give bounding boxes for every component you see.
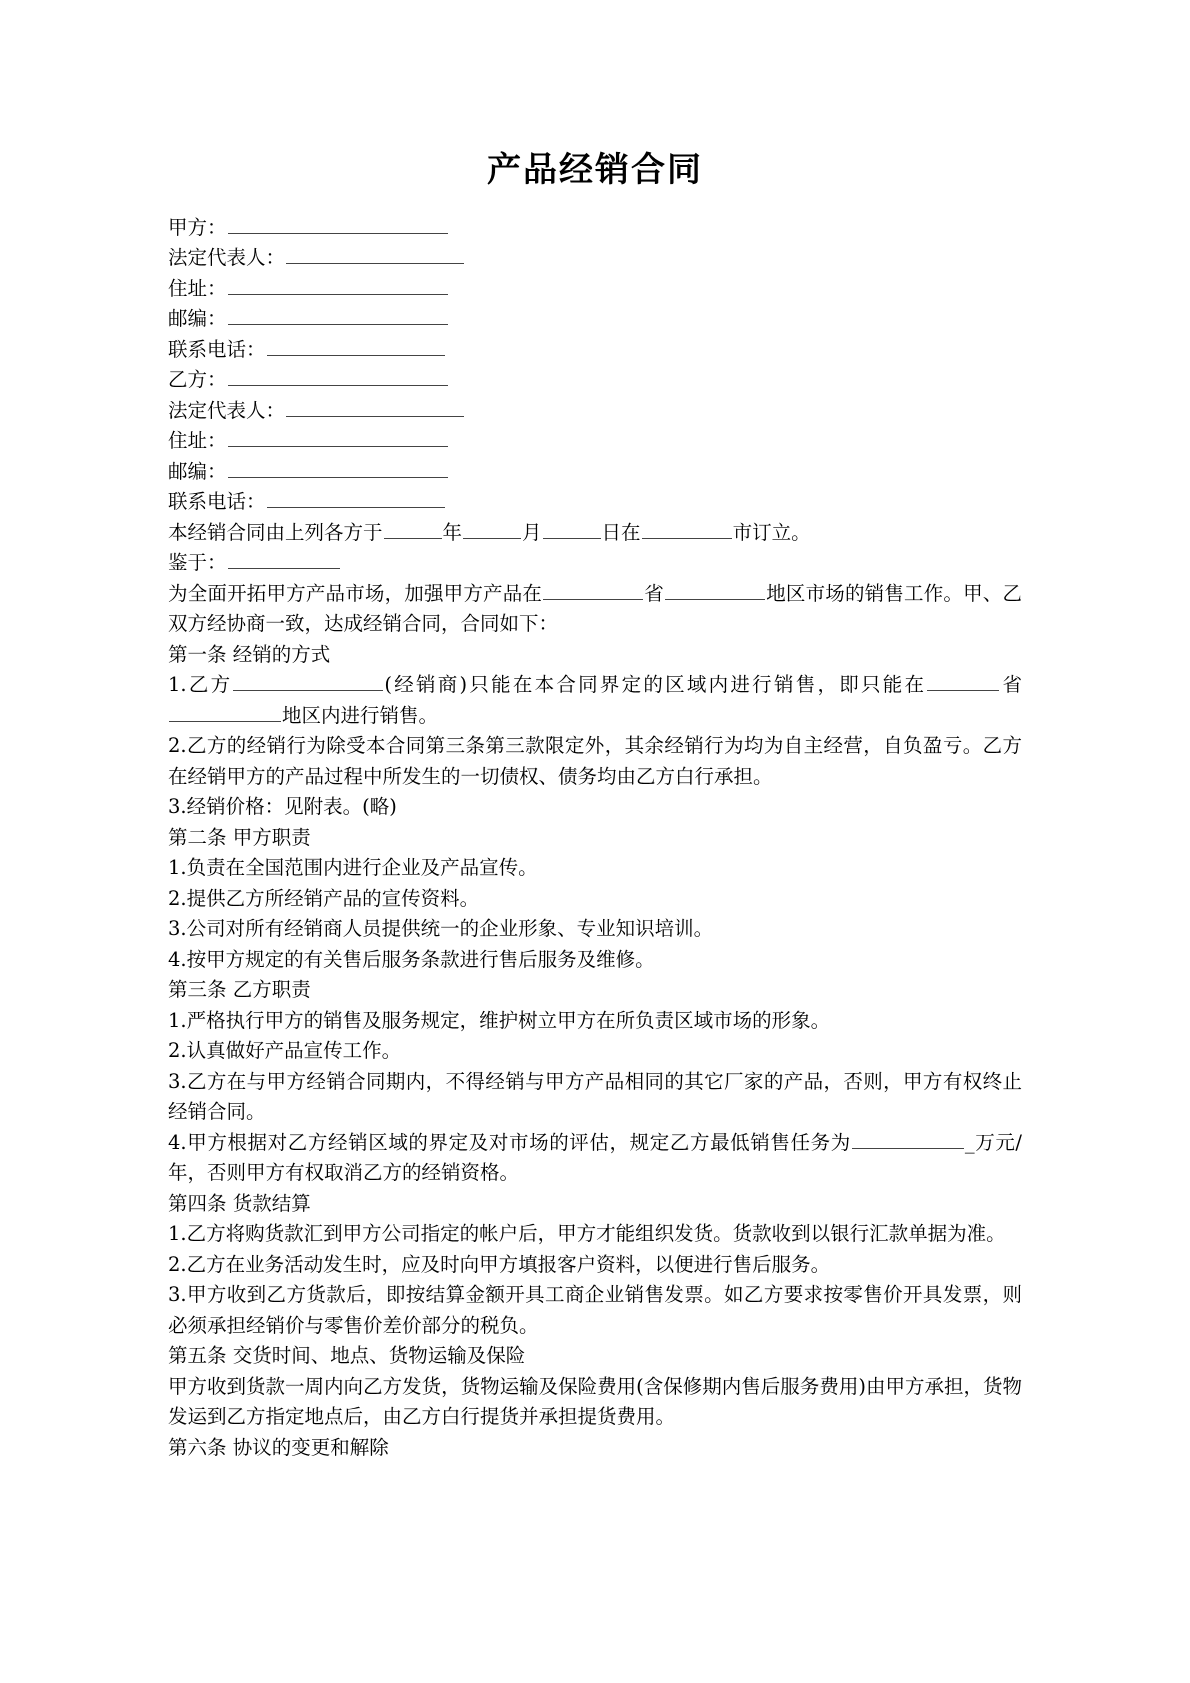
fill-blank-province[interactable]: [927, 673, 999, 691]
field-label: 联系电话：: [168, 490, 266, 514]
field-label: 邮编：: [168, 459, 227, 483]
clause-2-4: 4.按甲方规定的有关售后服务条款进行售后服务及维修。: [168, 947, 655, 971]
clause-2-2: 2.提供乙方所经销产品的宣传资料。: [168, 886, 480, 910]
fill-blank-region[interactable]: [665, 582, 765, 600]
fill-blank-city[interactable]: [642, 521, 732, 539]
preamble-part2: 省: [644, 581, 664, 605]
clause-1-3: 3.经销价格：见附表。(略): [168, 795, 397, 819]
clause-1-2: 2.乙方的经销行为除受本合同第三条第三款限定外，其余经销行为均为自主经营，自负盈亏。乙方在经销甲方的产品过程中所发生的一切债权、债务均由乙方白行承担。: [168, 734, 1022, 788]
fill-blank-month[interactable]: [463, 521, 521, 539]
preamble-part1: 为全面开拓甲方产品市场，加强甲方产品在: [168, 581, 543, 605]
clause-3-3: 3.乙方在与甲方经销合同期内，不得经销与甲方产品相同的其它厂家的产品，否则，甲方有权终止经销合同。: [168, 1069, 1022, 1124]
article-heading-4: 第四条 货款结算: [168, 1191, 311, 1215]
preamble-part3: 地区市场的销售工作。甲、乙双方经协商一致，达成经销合同，合同如下：: [168, 581, 1022, 636]
fill-blank[interactable]: [286, 246, 464, 264]
fill-blank-province[interactable]: [543, 582, 643, 600]
clause-4-2: 2.乙方在业务活动发生时，应及时向甲方填报客户资料，以便进行售后服务。: [168, 1252, 831, 1276]
signing-prefix: 本经销合同由上列各方于: [168, 520, 383, 544]
clause-segment: 省: [1000, 673, 1022, 697]
fill-blank-dealer[interactable]: [233, 673, 383, 691]
field-party-a-phone: [168, 335, 1022, 366]
field-label: 法定代表人：: [168, 398, 286, 422]
clause-2-3: 3.公司对所有经销商人员提供统一的企业形象、专业知识培训。: [168, 917, 714, 941]
field-label: 乙方：: [168, 368, 227, 392]
page-title: 产品经销合同: [487, 150, 703, 190]
clause-segment: 1.乙方: [168, 673, 233, 697]
signing-day: 日在: [601, 520, 641, 544]
fill-blank[interactable]: [228, 551, 340, 569]
fill-blank[interactable]: [267, 490, 445, 508]
field-label: 甲方：: [168, 215, 227, 239]
signing-suffix: 市订立。: [732, 520, 811, 544]
fill-blank[interactable]: [228, 429, 448, 447]
field-label: 联系电话：: [168, 337, 266, 361]
article-heading-3: 第三条 乙方职责: [168, 978, 311, 1002]
field-party-b-phone: [168, 487, 1022, 518]
field-party-b-postcode: [168, 457, 1022, 488]
article-heading-5: 第五条 交货时间、地点、货物运输及保险: [168, 1344, 526, 1368]
field-party-a-legal-rep: [168, 243, 1022, 274]
clause-segment: (经销商)只能在本合同界定的区域内进行销售，即只能在: [384, 673, 927, 697]
field-label: 法定代表人：: [168, 246, 286, 270]
fill-blank[interactable]: [228, 307, 448, 325]
field-party-b-legal-rep: [168, 396, 1022, 427]
article-heading-1: 第一条 经销的方式: [168, 642, 331, 666]
fill-blank-quota[interactable]: [852, 1131, 964, 1149]
fill-blank[interactable]: [228, 368, 448, 386]
clause-3-1: 1.严格执行甲方的销售及服务规定，维护树立甲方在所负责区域市场的形象。: [168, 1008, 831, 1032]
fill-blank[interactable]: [228, 460, 448, 478]
clause-segment: 4.甲方根据对乙方经销区域的界定及对市场的评估，规定乙方最低销售任务为: [168, 1130, 851, 1154]
clause-3-4: [168, 1128, 1022, 1189]
field-party-b-name: [168, 365, 1022, 396]
clause-4-1: 1.乙方将购货款汇到甲方公司指定的帐户后，甲方才能组织发货。货款收到以银行汇款单据为准。: [168, 1222, 1006, 1246]
fill-blank-region[interactable]: [169, 704, 281, 722]
clause-5-1: 甲方收到货款一周内向乙方发货，货物运输及保险费用(含保修期内售后服务费用)由甲方承担，货物发运到乙方指定地点后，由乙方白行提货并承担提货费用。: [168, 1374, 1022, 1429]
field-party-b-address: [168, 426, 1022, 457]
field-party-a-address: [168, 274, 1022, 305]
field-label: 住址：: [168, 276, 227, 300]
field-label: 邮编：: [168, 307, 227, 331]
fill-blank[interactable]: [267, 338, 445, 356]
fill-blank[interactable]: [286, 399, 464, 417]
fill-blank[interactable]: [228, 277, 448, 295]
clause-1-1: [168, 670, 1022, 731]
field-party-a-name: [168, 213, 1022, 244]
whereas-label: 鉴于：: [168, 551, 227, 575]
article-heading-2: 第二条 甲方职责: [168, 825, 311, 849]
signing-line: [168, 518, 1022, 549]
signing-month: 月: [522, 520, 542, 544]
field-party-a-postcode: [168, 304, 1022, 335]
clause-segment: _万元/年，否则甲方有权取消乙方的经销资格。: [168, 1130, 1022, 1185]
signing-year: 年: [442, 520, 463, 544]
article-heading-6: 第六条 协议的变更和解除: [168, 1435, 389, 1459]
fill-blank-year[interactable]: [384, 521, 442, 539]
fill-blank-day[interactable]: [543, 521, 601, 539]
fill-blank[interactable]: [228, 216, 448, 234]
clause-segment: 地区内进行销售。: [282, 703, 439, 727]
field-label: 住址：: [168, 429, 227, 453]
clause-4-3: 3.甲方收到乙方货款后，即按结算金额开具工商企业销售发票。如乙方要求按零售价开具发票，则必须承担经销价与零售价差价部分的税负。: [168, 1283, 1022, 1337]
whereas-line: [168, 548, 1022, 579]
preamble-paragraph: [168, 579, 1022, 640]
clause-2-1: 1.负责在全国范围内进行企业及产品宣传。: [168, 856, 538, 880]
clause-3-2: 2.认真做好产品宣传工作。: [168, 1039, 402, 1063]
